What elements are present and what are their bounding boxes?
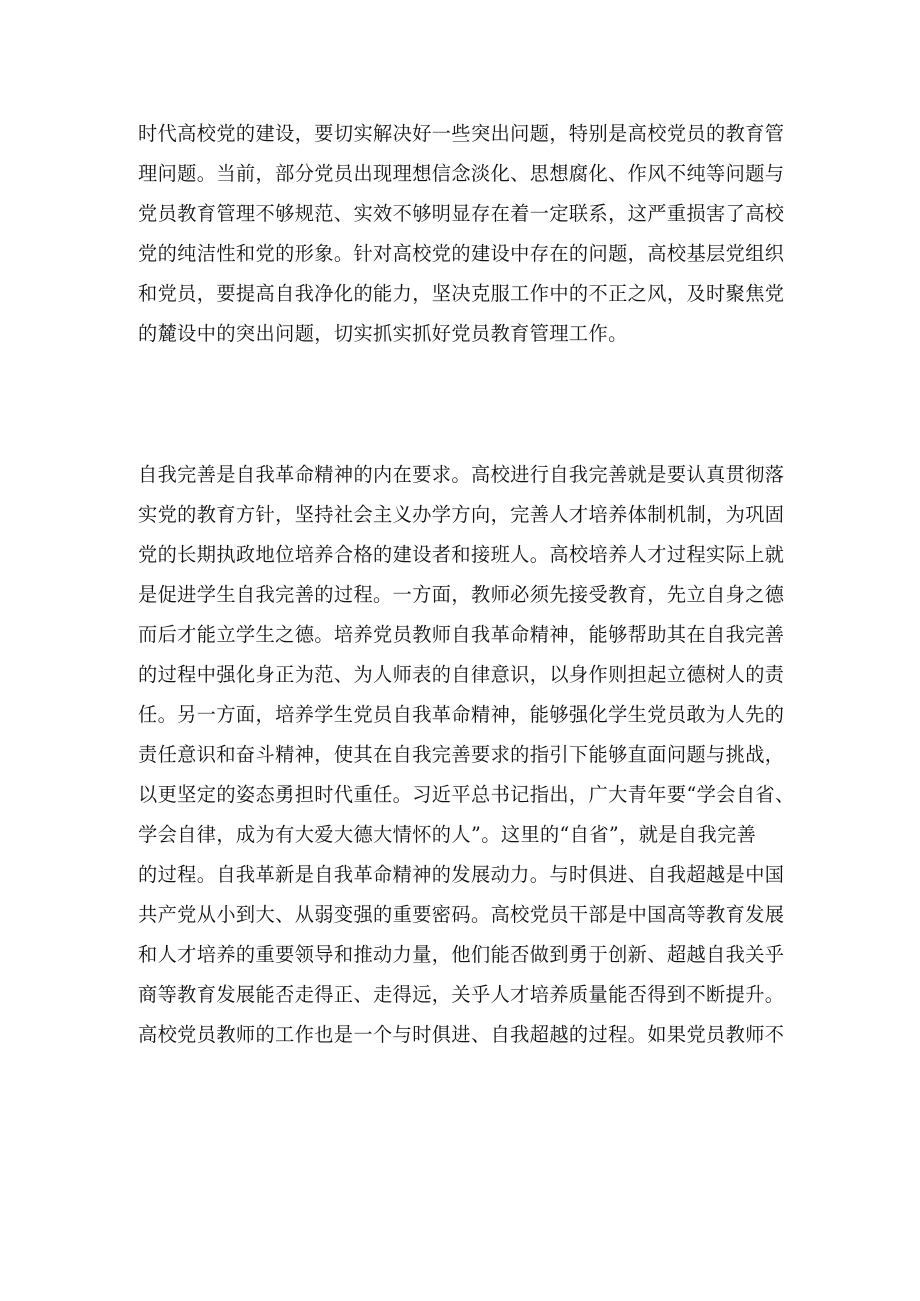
paragraph-line: 责任意识和奋斗精神，使其在自我完善要求的指引下能够直面问题与挑战， xyxy=(138,743,785,766)
paragraph-line: 商等教育发展能否走得正、走得远，关乎人才培养质量能否得到不断提升。 xyxy=(138,983,785,1006)
paragraph-line: 学会自律，成为有大爱大德大情怀的人”。这里的“自省”，就是自我完善 xyxy=(138,823,757,846)
paragraph-2 xyxy=(138,455,798,1055)
paragraph-line: 以更坚定的姿态勇担时代重任。习近平总书记指出，广大青年要“学会自省、 xyxy=(138,783,795,806)
paragraph-line: 实党的教育方针，坚持社会主义办学方向，完善人才培养体制机制，为巩固 xyxy=(138,503,785,526)
paragraph-line: 和人才培养的重要领导和推动力量，他们能否做到勇于创新、超越自我关乎 xyxy=(138,943,785,966)
paragraph-line: 自我完善是自我革命精神的内在要求。高校进行自我完善就是要认真贯彻落 xyxy=(138,463,785,486)
paragraph-line: 和党员，要提高自我净化的能力，坚决克服工作中的不正之风，及时聚焦党 xyxy=(138,282,785,305)
paragraph-1 xyxy=(138,114,798,354)
paragraph-line: 高校党员教师的工作也是一个与时俱进、自我超越的过程。如果党员教师不 xyxy=(138,1023,785,1046)
paragraph-line: 是促进学生自我完善的过程。一方面，教师必须先接受教育，先立自身之德 xyxy=(138,583,785,606)
paragraph-line: 共产党从小到大、从弱变强的重要密码。高校党员干部是中国高等教育发展 xyxy=(138,903,785,926)
paragraph-line: 的过程。自我革新是自我革命精神的发展动力。与时俱进、自我超越是中国 xyxy=(138,863,785,886)
paragraph-line: 时代高校党的建设，要切实解决好一些突出问题，特别是高校党员的教育管 xyxy=(138,122,785,145)
paragraph-line: 党的纯洁性和党的形象。针对高校党的建设中存在的问题，高校基层党组织 xyxy=(138,242,785,265)
paragraph-line: 而后才能立学生之德。培养党员教师自我革命精神，能够帮助其在自我完善 xyxy=(138,623,785,646)
paragraph-line: 的麓设中的突出问题，切实抓实抓好党员教育管理工作。 xyxy=(138,322,628,345)
paragraph-line: 理问题。当前，部分党员出现理想信念淡化、思想腐化、作风不纯等问题与 xyxy=(138,162,785,185)
paragraph-line: 党的长期执政地位培养合格的建设者和接班人。高校培养人才过程实际上就 xyxy=(138,543,785,566)
paragraph-line: 的过程中强化身正为范、为人师表的自律意识，以身作则担起立德树人的责 xyxy=(138,663,785,686)
paragraph-line: 任。另一方面，培养学生党员自我革命精神，能够强化学生党员敢为人先的 xyxy=(138,703,785,726)
paragraph-line: 党员教育管理不够规范、实效不够明显存在着一定联系，这严重损害了高校 xyxy=(138,202,785,225)
